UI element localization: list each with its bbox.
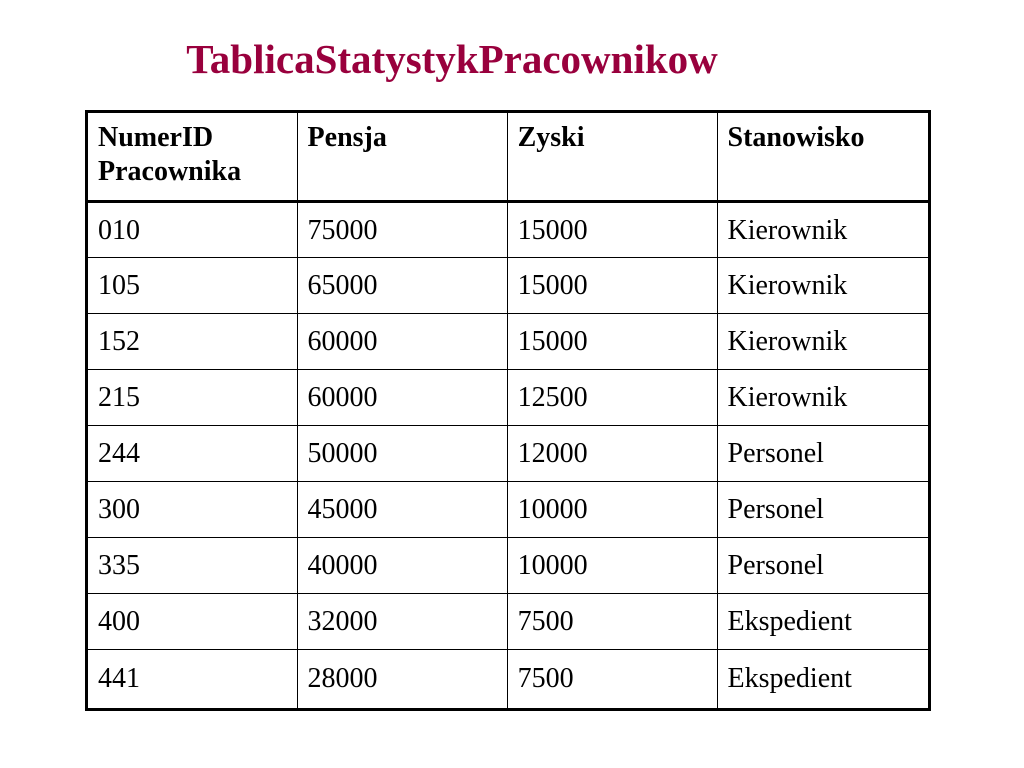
- table-row: [87, 538, 930, 594]
- table-row: [87, 314, 930, 370]
- cell-salary: 28000: [297, 650, 507, 710]
- table-row: [87, 370, 930, 426]
- cell-salary: 40000: [297, 538, 507, 594]
- cell-employee-id: 400: [87, 594, 298, 650]
- cell-position: Personel: [717, 426, 930, 482]
- header-employee-id: NumerID Pracownika: [87, 112, 298, 202]
- cell-employee-id: 105: [87, 258, 298, 314]
- cell-position: Ekspedient: [717, 594, 930, 650]
- table-body: [87, 202, 930, 710]
- header-profits: Zyski: [507, 112, 717, 202]
- cell-employee-id: 244: [87, 426, 298, 482]
- cell-salary: 60000: [297, 370, 507, 426]
- cell-position: Ekspedient: [717, 650, 930, 710]
- cell-employee-id: 215: [87, 370, 298, 426]
- cell-employee-id: 010: [87, 202, 298, 258]
- cell-salary: 32000: [297, 594, 507, 650]
- cell-profits: 15000: [507, 314, 717, 370]
- cell-position: Kierownik: [717, 258, 930, 314]
- cell-position: Personel: [717, 538, 930, 594]
- cell-profits: 12000: [507, 426, 717, 482]
- table-row: [87, 650, 930, 710]
- cell-profits: 15000: [507, 202, 717, 258]
- cell-salary: 60000: [297, 314, 507, 370]
- cell-employee-id: 300: [87, 482, 298, 538]
- header-salary: Pensja: [297, 112, 507, 202]
- table-row: [87, 482, 930, 538]
- cell-employee-id: 441: [87, 650, 298, 710]
- employee-stats-table: [85, 110, 931, 711]
- table-row: [87, 258, 930, 314]
- page-title: TablicaStatystykPracownikow: [186, 36, 718, 82]
- cell-profits: 10000: [507, 482, 717, 538]
- cell-profits: 12500: [507, 370, 717, 426]
- cell-profits: 7500: [507, 650, 717, 710]
- header-position: Stanowisko: [717, 112, 930, 202]
- cell-salary: 50000: [297, 426, 507, 482]
- cell-position: Personel: [717, 482, 930, 538]
- cell-profits: 15000: [507, 258, 717, 314]
- table-row: [87, 426, 930, 482]
- cell-position: Kierownik: [717, 202, 930, 258]
- cell-position: Kierownik: [717, 370, 930, 426]
- cell-salary: 65000: [297, 258, 507, 314]
- cell-salary: 45000: [297, 482, 507, 538]
- table-header-row: [87, 112, 930, 202]
- cell-employee-id: 152: [87, 314, 298, 370]
- cell-profits: 7500: [507, 594, 717, 650]
- table-row: [87, 202, 930, 258]
- table-row: [87, 594, 930, 650]
- cell-salary: 75000: [297, 202, 507, 258]
- cell-employee-id: 335: [87, 538, 298, 594]
- cell-profits: 10000: [507, 538, 717, 594]
- cell-position: Kierownik: [717, 314, 930, 370]
